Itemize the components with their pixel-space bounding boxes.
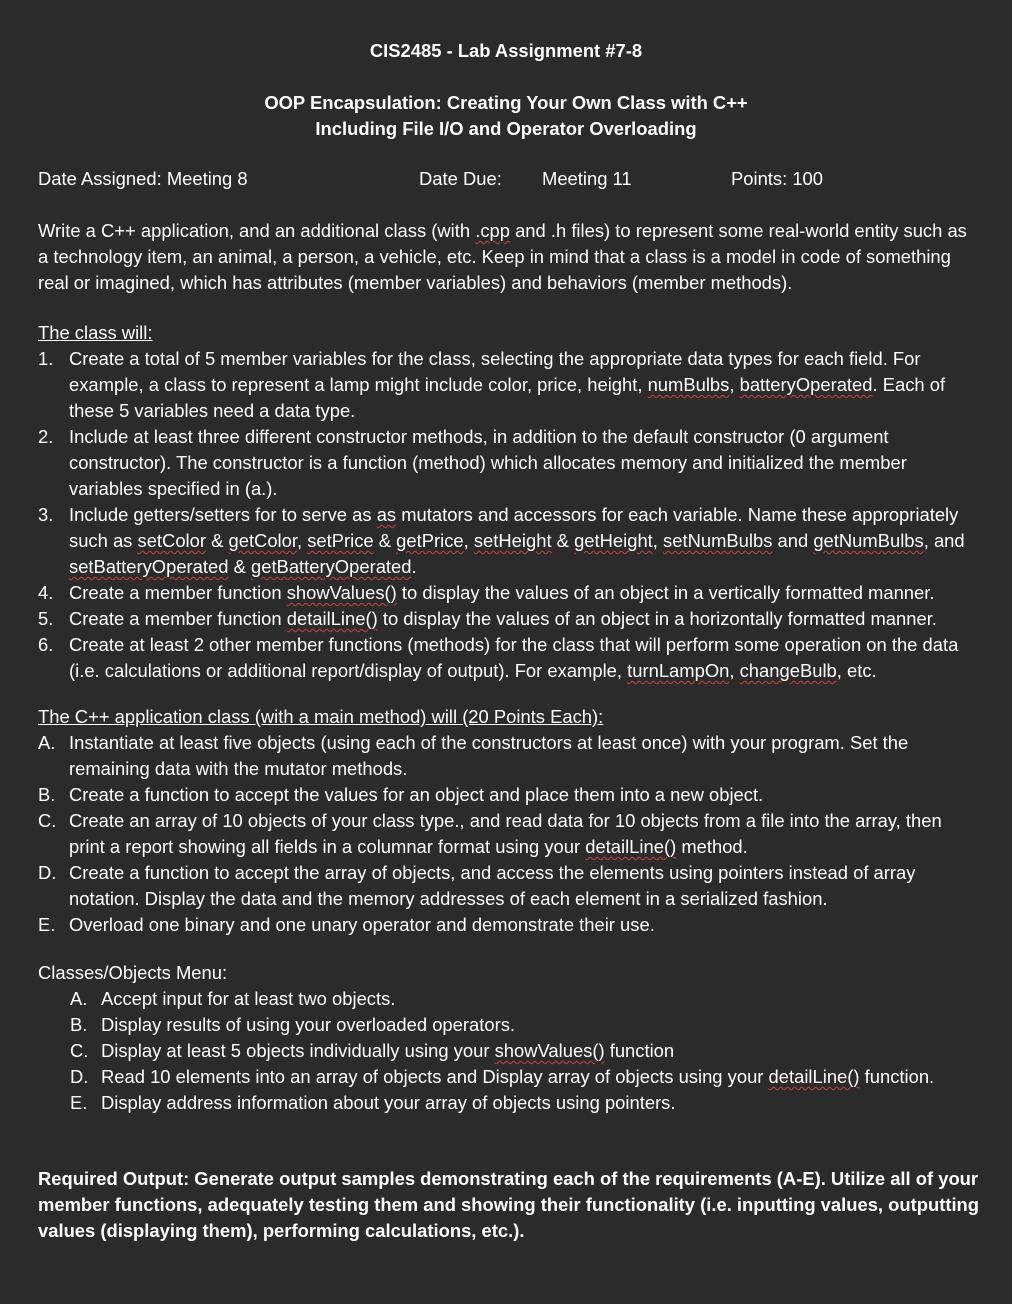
list-item: E. Overload one binary and one unary operator and demonstrate their use.: [38, 914, 655, 935]
spell-flag-cpp: .cpp: [475, 220, 510, 241]
list-item: 4. Create a member function showValues() to display the values of an object in a vertically formatted manner.: [38, 582, 935, 603]
date-assigned: Date Assigned: Meeting 8: [38, 168, 248, 189]
class-requirements-section: [38, 320, 982, 684]
app-section-heading: The C++ application class (with a main method) will (20 Points Each):: [38, 706, 604, 727]
list-item: D. Read 10 elements into an array of objects and Display array of objects using your detailLine() function.: [70, 1066, 935, 1087]
menu-section-heading: Classes/Objects Menu:: [38, 962, 228, 983]
date-due-value: Meeting 11: [542, 168, 632, 189]
points: Points: 100: [731, 168, 824, 189]
class-requirements-list: [38, 346, 982, 684]
menu-list: [70, 986, 982, 1116]
subtitle-line-2: Including File I/O and Operator Overloading: [315, 118, 697, 139]
menu-section: [38, 960, 982, 1116]
list-item: B. Create a function to accept the values for an object and place them into a new object.: [38, 784, 764, 805]
document-subtitle: [0, 90, 1012, 142]
intro-paragraph: Write a C++ application, and an additional class (with .cpp and .h files) to represent some real-world entity such as a technology item, an animal, a person, a vehicle, etc. Keep in mind that a class is a model in code of something real or imagined, which has attributes (member variables) and behaviors (member methods).: [38, 220, 967, 293]
date-due-label: Date Due:: [419, 168, 502, 189]
list-item: 6. Create at least 2 other member functions (methods) for the class that will perform some operation on the data (i.e. calculations or additional report/display of output). For example, turnLampOn, changeBulb, etc.: [38, 634, 959, 681]
list-item: 3. Include getters/setters for to serve as as mutators and accessors for each variable. Name these appropriately such as setColor & getColor, setPrice & getPrice, setHeight & getHeight, setNumBulbs and getNumBulbs, and setBatteryOperated & getBatteryOperated.: [38, 504, 965, 577]
list-item: D. Create a function to accept the array of objects, and access the elements using pointers instead of array notation. Display the data and the memory addresses of each element in a serialized fashion.: [38, 862, 916, 909]
list-item: 5. Create a member function detailLine() to display the values of an object in a horizontally formatted manner.: [38, 608, 937, 629]
subtitle-line-1: OOP Encapsulation: Creating Your Own Class with C++: [264, 92, 748, 113]
document-title: CIS2485 - Lab Assignment #7-8: [369, 40, 643, 61]
list-item: 1. Create a total of 5 member variables for the class, selecting the appropriate data types for each field. For example, a class to represent a lamp might include color, price, height, numBulbs, batteryOperated. Each of these 5 variables need a data type.: [38, 348, 946, 421]
required-output-paragraph: Required Output: Generate output samples demonstrating each of the requirements (A-E). Utilize all of your member functions, adequately testing them and showing their functionality (i.e. inputting values, outputting values (displaying them), performing calculations, etc.).: [38, 1168, 980, 1241]
list-item: E. Display address information about your array of objects using pointers.: [70, 1092, 676, 1113]
list-item: B. Display results of using your overloaded operators.: [70, 1014, 516, 1035]
class-section-heading: The class will:: [38, 322, 153, 343]
application-requirements-list: [38, 730, 982, 938]
list-item: C. Create an array of 10 objects of your class type., and read data for 10 objects from a file into the array, then print a report showing all fields in a columnar format using your detailLine() method.: [38, 810, 942, 857]
application-requirements-section: [38, 704, 982, 938]
list-item: C. Display at least 5 objects individually using your showValues() function: [70, 1040, 675, 1061]
assignment-meta-row: [38, 166, 978, 192]
list-item: 2. Include at least three different constructor methods, in addition to the default constructor (0 argument constructor). The constructor is a function (method) which allocates memory and initialized the member variables specified in (a.).: [38, 426, 907, 499]
list-item: A. Instantiate at least five objects (using each of the constructors at least once) with your program. Set the remaining data with the mutator methods.: [38, 732, 909, 779]
list-item: A. Accept input for at least two objects.: [70, 988, 396, 1009]
